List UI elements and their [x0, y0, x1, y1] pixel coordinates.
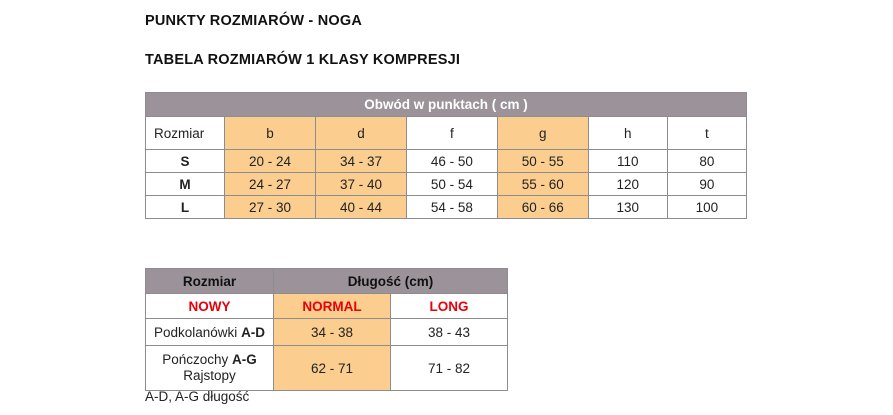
size-table-circumference [145, 92, 747, 219]
table2-name-bold-1: A-D [241, 324, 266, 340]
table2-name-prefix-2: Pończochy [162, 352, 233, 367]
table1-s-h: 110 [588, 150, 667, 173]
footnote-text: A-D, A-G długość [145, 389, 250, 404]
table2-name-bold-2: A-G [232, 352, 257, 367]
table1-m-b: 24 - 27 [225, 173, 316, 196]
table2-subheader-normal: NORMAL [274, 294, 391, 319]
table1-col-h: h [588, 117, 667, 150]
table-header-row [146, 269, 508, 294]
table2-normal-2: 62 - 71 [274, 346, 391, 391]
table1-m-t: 90 [667, 173, 746, 196]
table1-m-f: 50 - 54 [406, 173, 497, 196]
table-row [146, 196, 747, 219]
table-row [146, 173, 747, 196]
table2-header-left: Rozmiar [146, 269, 274, 294]
table1-s-t: 80 [667, 150, 746, 173]
table2-name-ponczochy-rajstopy [146, 346, 274, 391]
table-subheader-row [146, 294, 508, 319]
table2-name-podkolanowki [146, 319, 274, 346]
table1-s-b: 20 - 24 [225, 150, 316, 173]
table-row [146, 319, 508, 346]
table-row [146, 150, 747, 173]
table2-name-prefix-1: Podkolanówki [154, 324, 242, 340]
table-banner-row [146, 93, 747, 117]
table1-col-f: f [406, 117, 497, 150]
table1-s-g: 50 - 55 [497, 150, 588, 173]
table1-m-h: 120 [588, 173, 667, 196]
table1-col-b: b [225, 117, 316, 150]
table1-l-h: 130 [588, 196, 667, 219]
table1-size-m: M [146, 173, 225, 196]
table1-l-f: 54 - 58 [406, 196, 497, 219]
table1-size-l: L [146, 196, 225, 219]
table1-l-t: 100 [667, 196, 746, 219]
table1-col-d: d [316, 117, 407, 150]
table2-long-1: 38 - 43 [391, 319, 508, 346]
table2-name-line-1 [146, 352, 273, 368]
table1-s-d: 34 - 37 [316, 150, 407, 173]
table-header-row [146, 117, 747, 150]
size-table-length [145, 268, 508, 391]
table-row [146, 346, 508, 391]
table1-s-f: 46 - 50 [406, 150, 497, 173]
table1-size-s: S [146, 150, 225, 173]
page-title: PUNKTY ROZMIARÓW - NOGA [145, 13, 362, 29]
section-title: TABELA ROZMIARÓW 1 KLASY KOMPRESJI [145, 52, 461, 68]
table1-row-label-header: Rozmiar [146, 117, 225, 150]
table1-m-g: 55 - 60 [497, 173, 588, 196]
table1-l-b: 27 - 30 [225, 196, 316, 219]
table1-l-d: 40 - 44 [316, 196, 407, 219]
table2-name-line-2: Rajstopy [183, 368, 236, 383]
table2-subheader-nowy: NOWY [146, 294, 274, 319]
table1-banner: Obwód w punktach ( cm ) [146, 93, 747, 117]
table1-col-g: g [497, 117, 588, 150]
table2-long-2: 71 - 82 [391, 346, 508, 391]
table1-m-d: 37 - 40 [316, 173, 407, 196]
table1-col-t: t [667, 117, 746, 150]
table2-subheader-long: LONG [391, 294, 508, 319]
table2-header-right: Długość (cm) [274, 269, 508, 294]
table1-l-g: 60 - 66 [497, 196, 588, 219]
table2-normal-1: 34 - 38 [274, 319, 391, 346]
